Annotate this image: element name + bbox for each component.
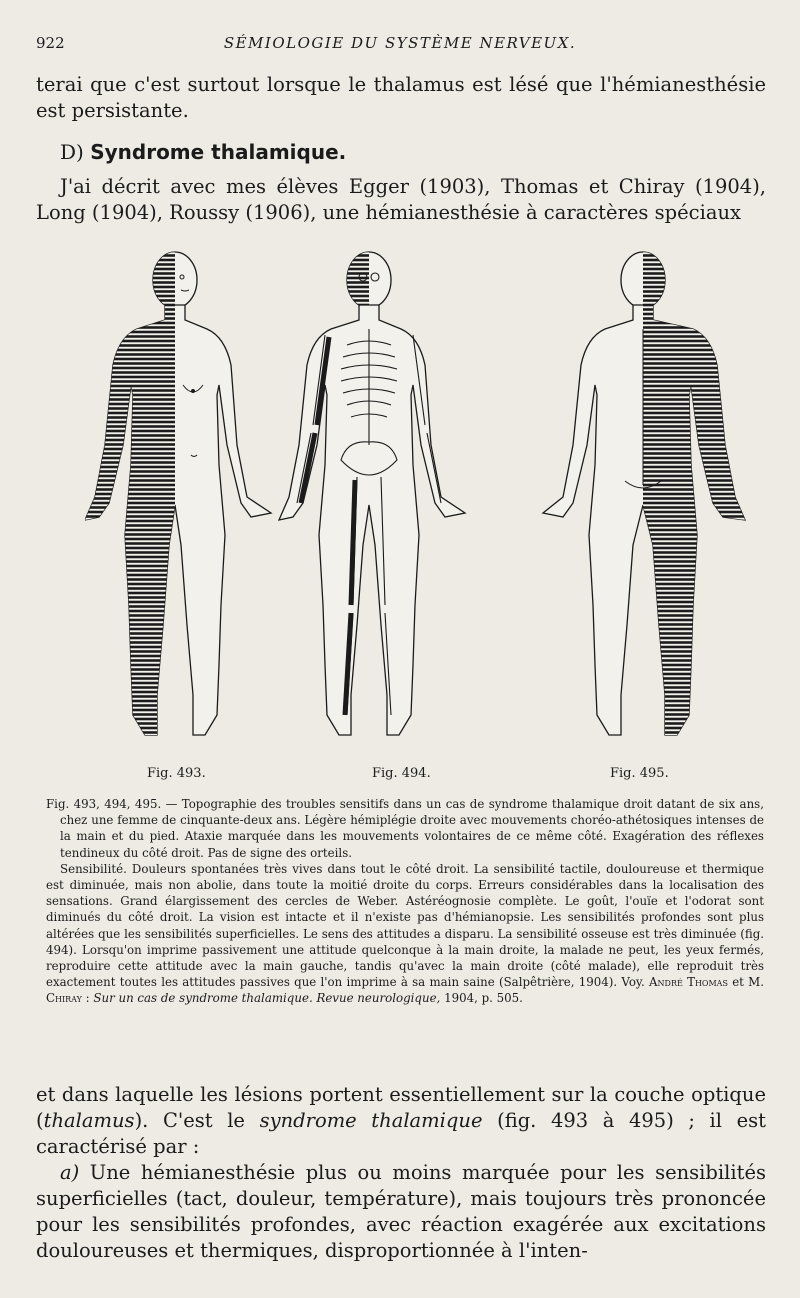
- section-heading: [60, 140, 346, 164]
- section-title: Syndrome thalamique.: [90, 140, 347, 164]
- fig-493-female-front: [85, 252, 271, 735]
- paragraph-bottom-1: [36, 1082, 766, 1160]
- figure-label-495: Fig. 495.: [610, 766, 669, 781]
- paragraph-bottom-2: [36, 1160, 766, 1264]
- bottom-1-e: (fig. 493 à 495) ; il est caractérisé par :: [36, 1109, 766, 1158]
- caption-article-title: Sur un cas de syndrome thalamique. Revue neurologique,: [93, 991, 441, 1006]
- fig-494-skeleton-front: [279, 252, 465, 735]
- section-letter: D): [60, 140, 84, 164]
- bottom-1-a: et dans laquelle les lésions portent essentiellement sur la couche optique (: [36, 1083, 766, 1132]
- fig-495-female-back: [543, 252, 745, 735]
- caption-et: et: [732, 975, 744, 990]
- page-number: 922: [36, 34, 65, 52]
- figure-label-494: Fig. 494.: [372, 766, 431, 781]
- caption-lead: Fig. 493, 494, 495. — Topographie des troubles sensitifs dans un cas de syndrome thalamique droit datant de six ans, chez une femme de cinquante-deux ans. Légère hémiplégie droite avec mouvements choréo-athétosiques intenses de la main et du pied. Ataxie marquée dans les mouvements volontaires de ce même côté. Exagération des réflexes tendineux du côté droit. Pas de signe des orteils.: [46, 797, 764, 860]
- anatomical-figures: [85, 245, 775, 760]
- item-marker-a: a): [60, 1161, 80, 1184]
- caption-author-1: André Thomas: [649, 975, 728, 990]
- caption-sens-text: Sensibilité. Douleurs spontanées très vives dans tout le côté droit. La sensibilité tactile, douloureuse et thermique est diminuée, mais non abolie, dans toute la moitié droite du corps. Erreurs considérables dans la localisation des sensations. Grand élargissement des cercles de Weber. Astéréognosie complète. Le goût, l'ouïe et l'odorat sont diminués du côté droit. La vision est intacte et il n'existe pas d'hémianopsie. Les sensibilités profondes sont plus altérées que les sensibilités superficielles. Le sens des attitudes a disparu. La sensibilité osseuse est très diminuée (fig. 494). Lorsqu'on imprime passivement une attitude quelconque à la main droite, la malade ne peut, les yeux fermés, reproduire cette attitude avec la main gauche, tandis qu'avec la main droite (côté malade), elle reproduit très exactement toutes les attitudes passives que l'on imprime à sa main saine (Salpêtrière, 1904). Voy.: [46, 861, 764, 990]
- caption-author-2: M. Chiray: [46, 975, 765, 1006]
- figure-panel: [85, 245, 775, 760]
- paragraph-top: terai que c'est surtout lorsque le thalamus est lésé que l'hémianesthésie est persistante.: [36, 73, 766, 122]
- bottom-1-d: syndrome thalamique: [259, 1109, 483, 1132]
- bottom-1-b: thalamus: [43, 1109, 135, 1132]
- caption-tail: 1904, p. 505.: [444, 991, 523, 1006]
- running-header: [36, 34, 764, 56]
- paragraph-intro: J'ai décrit avec mes élèves Egger (1903), Thomas et Chiray (1904), Long (1904), Roussy (1906), une hémianesthésie à caractères spéciaux: [36, 175, 766, 224]
- caption-colon: :: [85, 991, 90, 1006]
- item-a-text: Une hémianesthésie plus ou moins marquée pour les sensibilités superficielles (tact, douleur, température), mais toujours très prononcée pour les sensibilités profondes, avec réaction exagérée aux excitations douloureuses et thermiques, disproportionnée à l'inten-: [36, 1161, 766, 1262]
- running-title: SÉMIOLOGIE DU SYSTÈME NERVEUX.: [223, 34, 577, 52]
- bottom-1-c: ). C'est le: [134, 1109, 260, 1132]
- caption-sensibility: [46, 861, 764, 1007]
- figure-label-493: Fig. 493.: [147, 766, 206, 781]
- figure-caption: [46, 796, 764, 1007]
